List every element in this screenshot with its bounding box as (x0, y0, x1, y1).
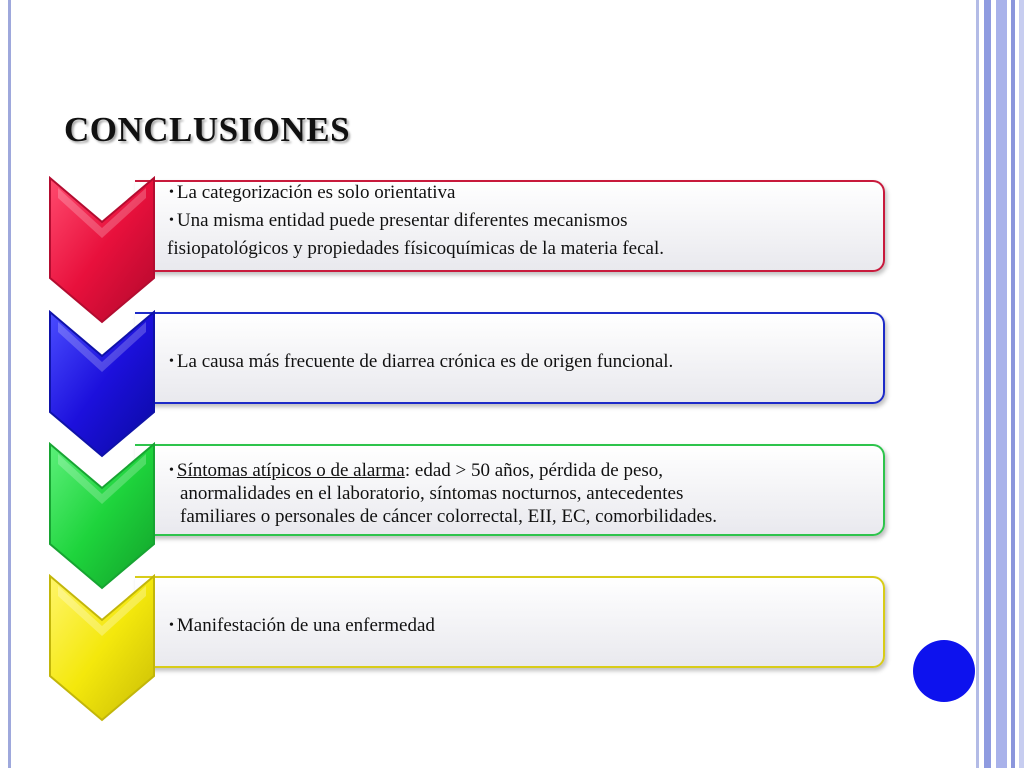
bullet-item: • Síntomas atípicos o de alarma: edad > 50 años, pérdida de peso, (169, 460, 664, 481)
decor-stripe (1019, 0, 1024, 768)
chevron-red-icon (48, 176, 156, 326)
decor-stripe (1011, 0, 1015, 768)
step-text-box (135, 576, 885, 668)
bullet-item: • Manifestación de una enfermedad (169, 615, 435, 636)
left-frame-line (8, 0, 11, 768)
step-text-box (135, 180, 885, 272)
decor-stripe (976, 0, 979, 768)
bullet-item: • La categorización es solo orientativa (169, 182, 456, 203)
bullet-continuation: fisiopatológicos y propiedades físicoquímicas de la materia fecal. (167, 238, 664, 259)
alarm-symptoms-term: Síntomas atípicos o de alarma (176, 460, 405, 481)
slide-title: CONCLUSIONES (64, 110, 351, 149)
decor-stripe (984, 0, 991, 768)
step-text-box (135, 312, 885, 404)
bullet-item: • La causa más frecuente de diarrea crónica es de origen funcional. (169, 351, 674, 372)
chevron-yellow-icon (48, 574, 156, 724)
step-text-box (135, 444, 885, 536)
bullet-item: • Una misma entidad puede presentar diferentes mecanismos (169, 210, 628, 231)
accent-circle (913, 640, 975, 702)
bullet-continuation: anormalidades en el laboratorio, síntomas nocturnos, antecedentes (180, 483, 684, 504)
chevron-blue-icon (48, 310, 156, 460)
bullet-continuation: familiares o personales de cáncer colorrectal, EII, EC, comorbilidades. (180, 506, 718, 527)
decor-stripe (996, 0, 1007, 768)
chevron-green-icon (48, 442, 156, 592)
